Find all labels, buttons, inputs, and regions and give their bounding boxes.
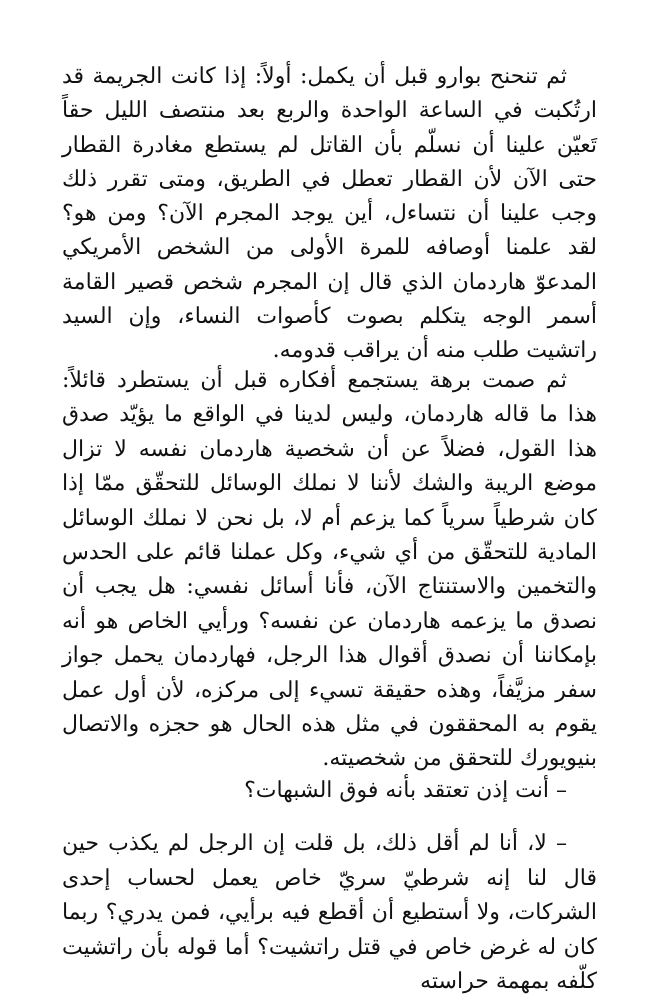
paragraph-hardman-testimony: ثم صمت برهة يستجمع أفكاره قبل أن يستطرد قائلاً: هذا ما قاله هاردمان، وليس لدينا في الواقع ما يؤيّد صدق هذا القول، فضلاً عن أن شخصية هاردمان نفسه لا تزال موضع الريبة والشك لأننا لا نملك الوسائل للتحقّق ممّا إذا كان شرطياً سرياً كما يزعم أم لا، بل نحن لا نملك الوسائل المادية للتحقّق من أي شيء، وكل عملنا قائم على الحدس والتخمين والاستنتاج الآن، فأنا أسائل نفسي: هل يجب أن نصدق ما يزعمه هاردمان عن نفسه؟ ورأيي الخاص هو أنه بإمكاننا أن نصدق أقوال هذا الرجل، فهاردمان يحمل جواز سفر مزيَّفاً، وهذه حقيقة تسيء إلى مركزه، لأن أول عمل يقوم به المحققون في مثل هذه الحال هو حجزه والاتصال بنيويورك للتحقق من شخصيته. bbox=[62, 368, 597, 772]
dialogue-line-question: – أنت إذن تعتقد بأنه فوق الشبهات؟ bbox=[244, 778, 567, 803]
paragraph-poirot-first-point: ثم تنحنح بوارو قبل أن يكمل: أولاً: إذا كانت الجريمة قد ارتُكبت في الساعة الواحدة والربع بعد منتصف الليل حقاً تَعيّن علينا أن نسلّم بأن القاتل لم يستطع مغادرة القطار حتى الآن لأن القطار تعطل في الطريق، ومتى تقرر ذلك وجب علينا أن نتساءل، أين يوجد المجرم الآن؟ ومن هو؟ لقد علمنا أوصافه للمرة الأولى من الشخص الأمريكي المدعوّ هاردمان الذي قال إن المجرم شخص قصير القامة أسمر الوجه يتكلم بصوت كأصوات النساء، وإن السيد راتشيت طلب منه أن يراقب قدومه. bbox=[62, 64, 597, 364]
dialogue-line-answer: – لا، أنا لم أقل ذلك، بل قلت إن الرجل لم يكذب حين قال لنا إنه شرطيّ سريّ خاص يعمل لحساب إحدى الشركات، ولا أستطيع أن أقطع فيه برأيي، فمن يدري؟ ربما كان له غرض خاص في قتل راتشيت؟ أما قوله بأن راتشيت كلّفه بمهمة حراسته bbox=[62, 831, 597, 994]
